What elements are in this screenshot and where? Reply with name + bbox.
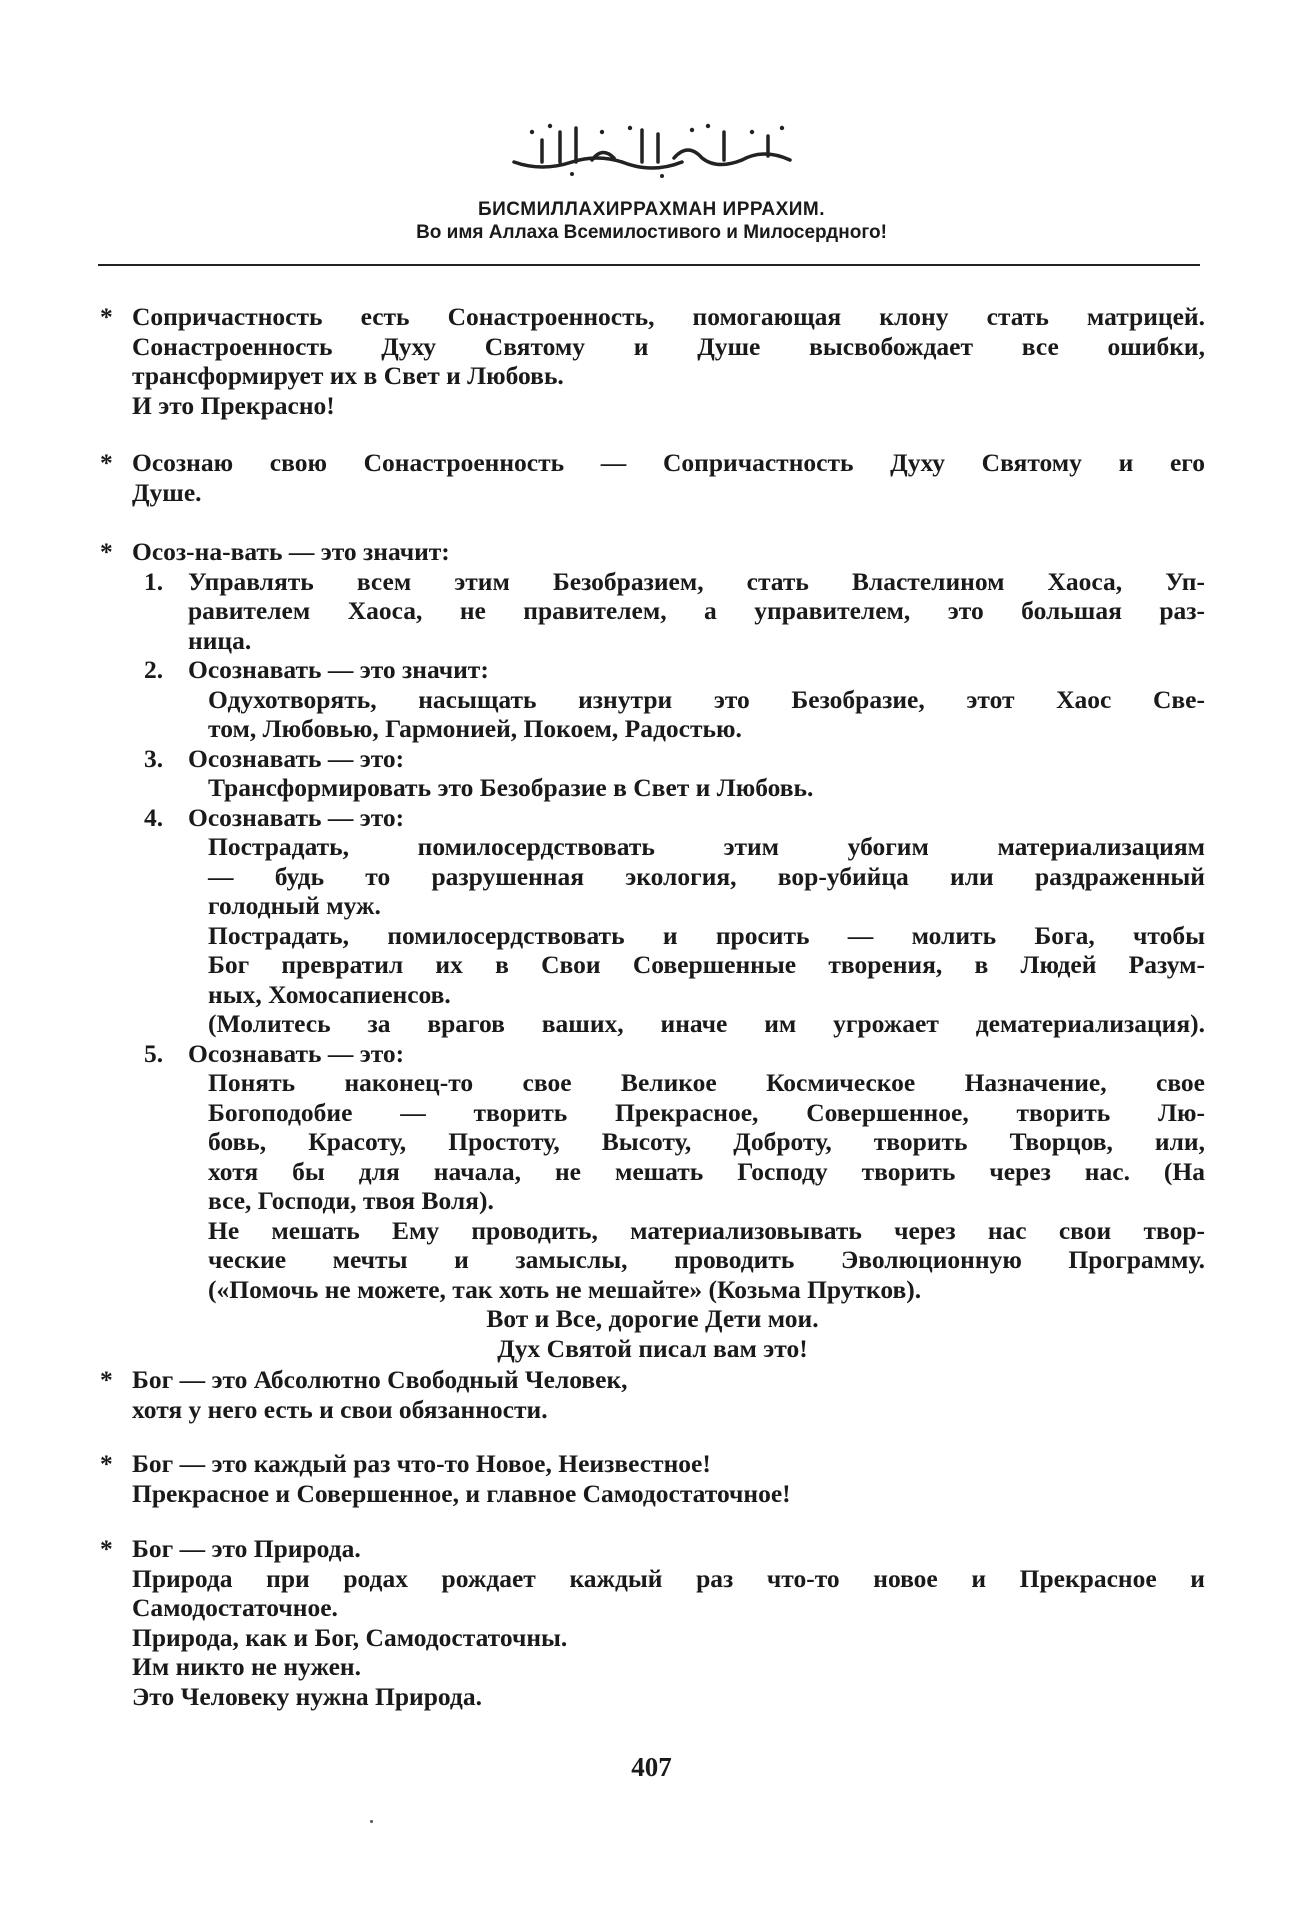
text-line: Осознаю свою Сонастроенность — Сопричастность Духу Святому и его xyxy=(132,448,1205,477)
text-line: Управлять всем этим Безобразием, стать Властелином Хаоса, Уп- xyxy=(188,566,1205,596)
text-line: Не мешать Ему проводить, материализовывать через нас свои твор- xyxy=(208,1215,1205,1245)
text-line: Бог — это Природа. xyxy=(132,1534,361,1563)
text-line: ческие мечты и замыслы, проводить Эволюционную Программу. xyxy=(208,1245,1205,1274)
bullet-star: * xyxy=(100,1449,113,1478)
text-line: (Молитесь за врагов ваших, иначе им угрожает дематериализация). xyxy=(208,1009,1205,1038)
text-line: Сонастроенность Духу Святому и Душе высвобождает все ошибки, xyxy=(132,331,1205,361)
text-line: ница. xyxy=(188,625,252,655)
text-line: — будь то разрушенная экология, вор-убийца или раздраженный xyxy=(208,861,1205,891)
text-line: все, Господи, твоя Воля). xyxy=(208,1186,494,1215)
text-line: ных, Хомосапиенсов. xyxy=(208,979,451,1009)
paragraph xyxy=(100,1449,1205,1508)
closing-line: Вот и Все, дорогие Дети мои. xyxy=(486,1304,819,1333)
bullet-star: * xyxy=(100,302,113,331)
text-line: Осоз-на-вать — это значит: xyxy=(132,537,450,566)
text-line: Богоподобие — творить Прекрасное, Совершенное, творить Лю- xyxy=(208,1097,1205,1127)
page-heading: БИСМИЛЛАХИРРАХМАН ИРРАХИМ. xyxy=(477,199,826,220)
closing-line: Дух Святой писал вам это! xyxy=(497,1333,808,1363)
bullet-star: * xyxy=(100,1365,113,1394)
list-item xyxy=(100,1039,1205,1305)
list-number: 4. xyxy=(144,802,164,832)
list-item xyxy=(100,567,1205,656)
text-line: И это Прекрасно! xyxy=(132,390,335,420)
text-line: бовь, Красоту, Простоту, Высоту, Доброту, творить Творцов, или, xyxy=(208,1127,1205,1156)
list-number: 3. xyxy=(144,743,164,773)
text-line: Пострадать, помилосердствовать этим убогим материализациям xyxy=(208,832,1205,861)
text-line: Бог — это каждый раз что-то Новое, Неизвестное! xyxy=(132,1449,711,1478)
page-number: 407 xyxy=(631,1752,672,1782)
text-line: голодный муж. xyxy=(208,891,381,920)
text-line: Душе. xyxy=(132,477,202,507)
text-line: Одухотворять, насыщать изнутри это Безобразие, этот Хаос Све- xyxy=(208,684,1205,714)
text-line: равителем Хаоса, не правителем, а управителем, это большая раз- xyxy=(188,596,1205,625)
bullet-star: * xyxy=(100,1534,113,1563)
basmala-calligraphy xyxy=(0,118,1303,185)
calligraphy-logo xyxy=(502,118,802,180)
text-line: Природа, как и Бог, Самодостаточны. xyxy=(132,1622,568,1652)
text-line: Им никто не нужен. xyxy=(132,1652,362,1681)
text-line: Бог — это Абсолютно Свободный Человек, xyxy=(132,1365,628,1394)
list-item xyxy=(100,803,1205,1039)
text-line: Природа при родах рождает каждый раз что-то новое и Прекрасное и xyxy=(132,1563,1205,1593)
text-line: («Помочь не можете, так хоть не мешайте» (Козьма Прутков). xyxy=(208,1274,922,1304)
text-line: хотя бы для начала, не мешать Господу творить через нас. (На xyxy=(208,1156,1205,1186)
paragraph xyxy=(100,1365,1205,1424)
text-line: Осознавать — это: xyxy=(188,802,405,832)
text-line: Осознавать — это значит: xyxy=(188,655,489,684)
text-line: Понять наконец-то свое Великое Космическое Назначение, свое xyxy=(208,1068,1205,1097)
paragraph xyxy=(100,302,1205,420)
list-number: 1. xyxy=(144,566,164,596)
paragraph-numbered xyxy=(100,537,1205,1363)
text-line: Прекрасное и Совершенное, и главное Самодостаточное! xyxy=(132,1478,791,1508)
page-subheading: Во имя Аллаха Всемилостивого и Милосердного! xyxy=(416,222,887,243)
text-line: Это Человеку нужна Природа. xyxy=(132,1681,482,1711)
list-item xyxy=(100,655,1205,744)
text-line: Пострадать, помилосердствовать и просить — молить Бога, чтобы xyxy=(208,920,1205,950)
list-number: 2. xyxy=(144,655,164,684)
text-line: хотя у него есть и свои обязанности. xyxy=(132,1394,548,1424)
text-line: трансформирует их в Свет и Любовь. xyxy=(132,361,564,390)
paragraph xyxy=(100,448,1205,507)
print-speck xyxy=(370,1820,373,1823)
list-number: 5. xyxy=(144,1038,164,1068)
bullet-star: * xyxy=(100,448,113,477)
text-line: том, Любовью, Гармонией, Покоем, Радостью. xyxy=(208,714,742,743)
list-item xyxy=(100,744,1205,803)
header-divider xyxy=(98,264,1200,266)
text-line: Бог превратил их в Свои Совершенные творения, в Людей Разум- xyxy=(208,950,1205,979)
text-line: Сопричастность есть Сонастроенность, помогающая клону стать матрицей. xyxy=(132,302,1205,331)
paragraph xyxy=(100,1534,1205,1711)
text-line: Трансформировать это Безобразие в Свет и Любовь. xyxy=(208,773,814,802)
text-line: Самодостаточное. xyxy=(132,1593,338,1622)
text-line: Осознавать — это: xyxy=(188,743,405,773)
text-line: Осознавать — это: xyxy=(188,1038,405,1068)
bullet-star: * xyxy=(100,537,113,566)
